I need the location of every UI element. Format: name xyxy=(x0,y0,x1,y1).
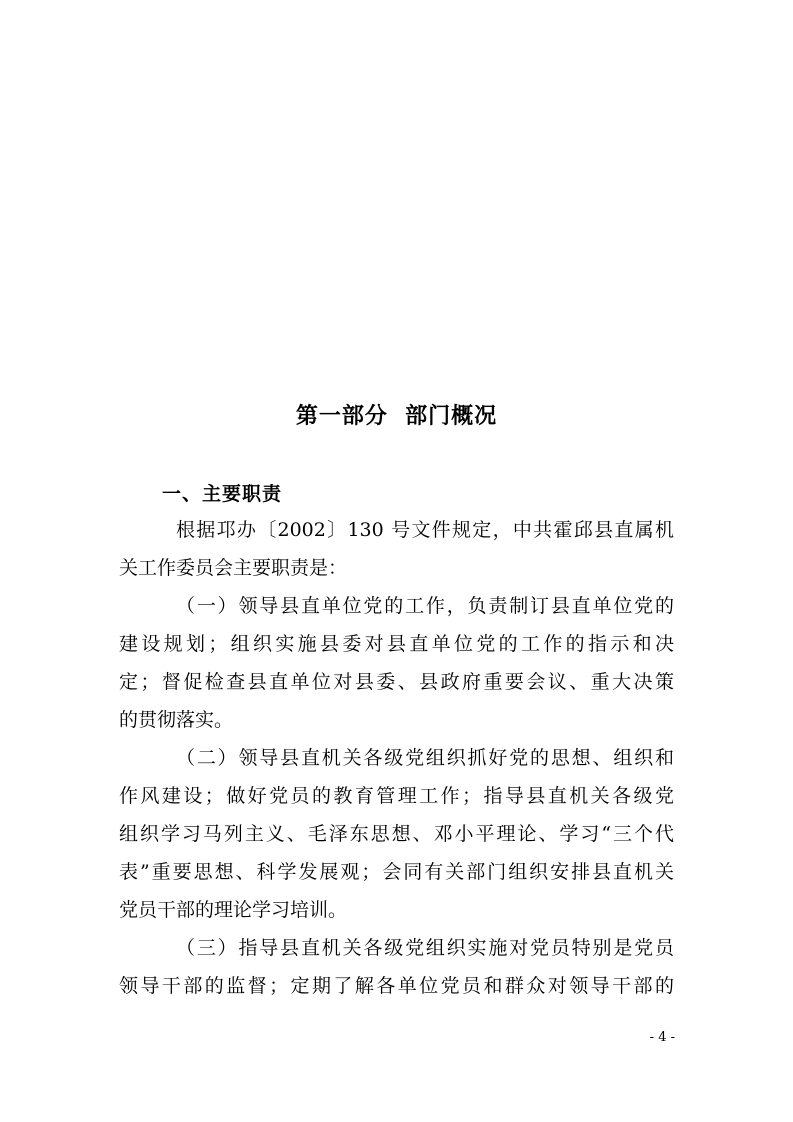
duty-line: 建设规划；组织实施县委对县直单位党的工作的指示和决 xyxy=(119,633,674,655)
intro-line: 根据邛办〔2002〕130 号文件规定，中共霍邱县直属机 xyxy=(176,519,674,541)
duty-line: 组织学习马列主义、毛泽东思想、邓小平理论、学习“三个代 xyxy=(119,823,674,845)
duty-line: 领导干部的监督；定期了解各单位党员和群众对领导干部的 xyxy=(119,975,674,997)
duty-line: 作风建设；做好党员的教育管理工作；指导县直机关各级党 xyxy=(119,785,674,807)
duty-line: 党员干部的理论学习培训。 xyxy=(119,899,348,921)
duty-line: 定；督促检查县直单位对县委、县政府重要会议、重大决策 xyxy=(119,671,674,693)
duty-line: 表”重要思想、科学发展观；会同有关部门组织安排县直机关 xyxy=(119,861,674,883)
duty-line: （二）领导县直机关各级党组织抓好党的思想、组织和 xyxy=(176,747,674,769)
duty-line: （三）指导县直机关各级党组织实施对党员特别是党员 xyxy=(176,937,674,959)
page-title: 第一部分 部门概况 xyxy=(295,404,498,429)
intro-line: 关工作委员会主要职责是： xyxy=(119,557,348,579)
duty-line: 的贯彻落实。 xyxy=(119,709,234,731)
duty-line: （一）领导县直单位党的工作，负责制订县直单位党的 xyxy=(176,595,674,617)
page-number: - 4 - xyxy=(649,1030,675,1045)
section-heading: 一、主要职责 xyxy=(162,483,283,505)
